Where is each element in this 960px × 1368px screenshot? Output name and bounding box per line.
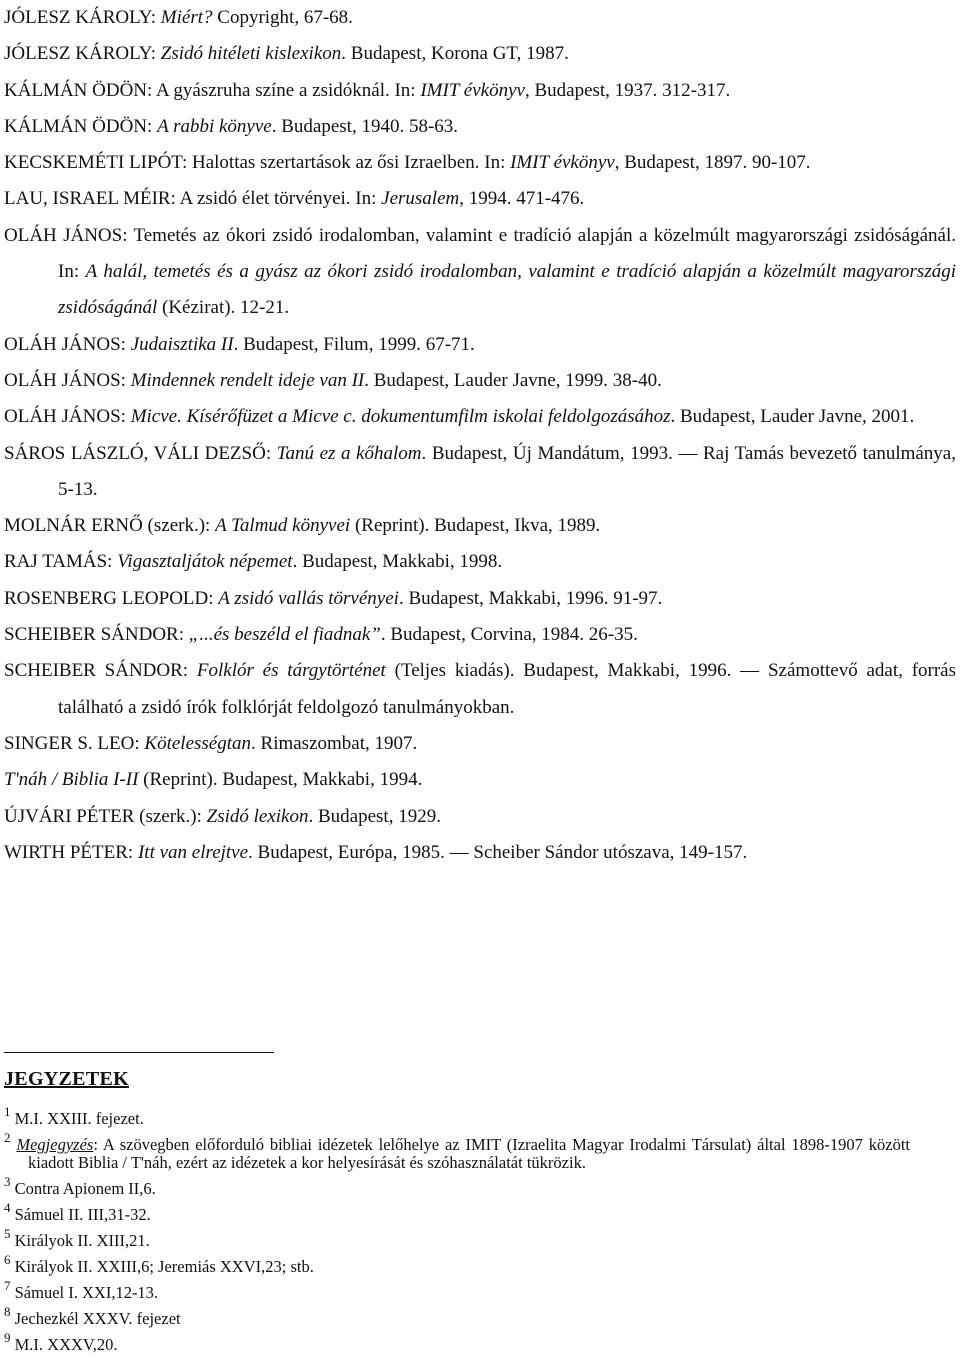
text-run: Jerusalem <box>381 188 460 210</box>
text-run: Judaisztika II <box>130 333 234 355</box>
bibliography-entry <box>4 36 956 72</box>
text-run: , 1994. 471-476. <box>459 188 585 210</box>
text-run: , Budapest, 1897. 90-107. <box>614 152 811 174</box>
text-run: Zsidó hitéleti kislexikon <box>160 43 342 65</box>
text-run: OLÁH JÁNOS: Temetés az ókori zsidó irodalomban, valamint e tradíció alapján a közelmúlt magyarországi zsidóságánál. In: <box>4 224 956 283</box>
text-run: M.I. XXIII. fejezet. <box>14 1109 144 1128</box>
footnote-number: 3 <box>4 1174 11 1189</box>
notes-heading: JEGYZETEK <box>4 1068 129 1090</box>
bibliography-entry <box>4 653 956 726</box>
bibliography-entry <box>4 436 956 509</box>
footnote <box>4 1278 910 1302</box>
bibliography-entry <box>4 0 956 36</box>
bibliography-entry <box>4 544 956 580</box>
bibliography-entry <box>4 218 956 327</box>
text-run: KÁLMÁN ÖDÖN: <box>4 115 158 137</box>
text-run: A zsidó vallás törvényei <box>218 587 399 609</box>
text-run: OLÁH JÁNOS: <box>4 406 131 428</box>
footnote <box>4 1174 910 1198</box>
text-run: Kötelességtan <box>144 732 252 754</box>
text-run: SCHEIBER SÁNDOR: <box>4 660 197 682</box>
bibliography-entry <box>4 508 956 544</box>
text-run: : A szövegben előforduló bibliai idézetek lelőhelye az IMIT (Izraelita Magyar Irodalmi Társulat) által 1898-1907 között kiadott Biblia / T'náh, ezért az idézetek a kor helyesírását és szóhasználatát tükrözik. <box>28 1135 910 1172</box>
text-run: Királyok II. XIII,21. <box>14 1231 150 1250</box>
text-run: IMIT évkönyv <box>510 152 615 174</box>
text-run: M.I. XXXV,20. <box>14 1335 118 1354</box>
bibliography-entry <box>4 399 956 435</box>
text-run: ÚJVÁRI PÉTER (szerk.): <box>4 805 207 827</box>
text-run: KÁLMÁN ÖDÖN: A gyászruha színe a zsidóknál. In: <box>4 79 421 101</box>
text-run: . Budapest, Lauder Javne, 1999. 38-40. <box>364 369 662 391</box>
text-run: Vigasztaljátok népemet <box>117 551 293 573</box>
bibliography-entry <box>4 181 956 217</box>
text-run: Megjegyzés <box>16 1135 94 1154</box>
bibliography-entry <box>4 617 956 653</box>
text-run: JÓLESZ KÁROLY: <box>4 43 161 65</box>
bibliography-entry <box>4 726 956 762</box>
text-run: SINGER S. LEO: <box>4 732 145 754</box>
footnote-number: 2 <box>4 1130 11 1145</box>
footnotes-list <box>4 1104 910 1362</box>
text-run: ROSENBERG LEOPOLD: <box>4 587 219 609</box>
bibliography-entry <box>4 145 956 181</box>
text-run: OLÁH JÁNOS: <box>4 333 131 355</box>
text-run: . Budapest, Új Mandátum, 1993. — Raj Tamás bevezető tanulmánya, 5-13. <box>58 442 956 500</box>
bibliography-entry <box>4 762 956 798</box>
footnote-number: 9 <box>4 1330 11 1345</box>
text-run: RAJ TAMÁS: <box>4 551 118 573</box>
text-run: Királyok II. XXIII,6; Jeremiás XXVI,23; stb. <box>14 1257 314 1276</box>
text-run: . Budapest, Makkabi, 1996. 91-97. <box>398 587 663 609</box>
text-run: . Budapest, Korona GT, 1987. <box>341 43 569 65</box>
text-run: . Budapest, Lauder Javne, 2001. <box>670 406 915 428</box>
footnote-separator <box>4 1052 274 1053</box>
text-run: Miért? <box>160 7 213 28</box>
footnote-number: 8 <box>4 1304 11 1319</box>
text-run: SÁROS LÁSZLÓ, VÁLI DEZSŐ: <box>4 442 277 464</box>
bibliography-entry <box>4 835 956 871</box>
footnote <box>4 1252 910 1276</box>
text-run: (Reprint). Budapest, Ikva, 1989. <box>350 515 601 537</box>
footnote <box>4 1226 910 1250</box>
text-run: Copyright, 67-68. <box>212 7 353 28</box>
text-run: OLÁH JÁNOS: <box>4 369 131 391</box>
text-run: Sámuel II. III,31-32. <box>14 1205 151 1224</box>
text-run: Contra Apionem II,6. <box>14 1179 156 1198</box>
text-run: , Budapest, 1937. 312-317. <box>524 79 731 101</box>
footnote-number: 1 <box>4 1104 11 1119</box>
footnote <box>4 1130 910 1172</box>
bibliography-entry <box>4 109 956 145</box>
text-run: JÓLESZ KÁROLY: <box>4 7 161 28</box>
text-run: Mindennek rendelt ideje van II <box>130 369 365 391</box>
text-run: Jechezkél XXXV. fejezet <box>14 1309 181 1328</box>
bibliography-entry <box>4 799 956 835</box>
text-run: (Teljes kiadás). Budapest, Makkabi, 1996. — Számottevő adat, forrás található a zsidó írók folklórját feldolgozó tanulmányokban. <box>58 660 957 718</box>
footnote <box>4 1304 910 1328</box>
bibliography-list <box>4 0 956 871</box>
text-run: Micve. Kísérőfüzet a Micve c. dokumentumfilm iskolai feldolgozásához <box>130 406 671 428</box>
bibliography-entry <box>4 363 956 399</box>
text-run: Sámuel I. XXI,12-13. <box>14 1283 159 1302</box>
text-run: Folklór és tárgytörténet <box>196 660 386 682</box>
text-run: KECSKEMÉTI LIPÓT: Halottas szertartások az ősi Izraelben. In: <box>4 152 511 174</box>
text-run: . Budapest, Corvina, 1984. 26-35. <box>380 624 638 646</box>
text-run: (Kézirat). 12-21. <box>157 297 290 319</box>
text-run: IMIT évkönyv <box>420 79 525 101</box>
text-run: A rabbi könyve <box>157 115 272 137</box>
text-run: T'náh / Biblia I-II <box>4 769 139 791</box>
text-run: LAU, ISRAEL MÉIR: A zsidó élet törvényei. In: <box>4 188 382 210</box>
text-run: MOLNÁR ERNŐ (szerk.): <box>4 515 216 537</box>
text-run: . Budapest, 1929. <box>308 805 441 827</box>
bibliography-entry <box>4 73 956 109</box>
footnote <box>4 1330 910 1354</box>
text-run: . Rimaszombat, 1907. <box>251 732 418 754</box>
bibliography-entry <box>4 327 956 363</box>
footnote-number: 6 <box>4 1252 11 1267</box>
text-run: . Budapest, Európa, 1985. — Scheiber Sándor utószava, 149-157. <box>248 841 748 863</box>
bibliography-entry <box>4 581 956 617</box>
footnote-number: 7 <box>4 1278 11 1293</box>
text-run: „...és beszéld el fiadnak” <box>188 624 381 646</box>
text-run: A halál, temetés és a gyász az ókori zsidó irodalomban, valamint e tradíció alapján a közelmúlt magyarországi zsidóságánál <box>58 261 956 319</box>
text-run: SCHEIBER SÁNDOR: <box>4 624 189 646</box>
text-run: . Budapest, 1940. 58-63. <box>271 115 459 137</box>
text-run: WIRTH PÉTER: <box>4 841 138 863</box>
text-run: Zsidó lexikon <box>206 805 309 827</box>
text-run: (Reprint). Budapest, Makkabi, 1994. <box>138 769 423 791</box>
text-run: . Budapest, Makkabi, 1998. <box>292 551 503 573</box>
text-run: Tanú ez a kőhalom <box>276 442 422 464</box>
footnote-number: 5 <box>4 1226 11 1241</box>
footnote-number: 4 <box>4 1200 11 1215</box>
text-run: Itt van elrejtve <box>137 841 249 863</box>
text-run: . Budapest, Filum, 1999. 67-71. <box>233 333 475 355</box>
footnote <box>4 1200 910 1224</box>
text-run: A Talmud könyvei <box>215 515 351 537</box>
footnote <box>4 1104 910 1128</box>
